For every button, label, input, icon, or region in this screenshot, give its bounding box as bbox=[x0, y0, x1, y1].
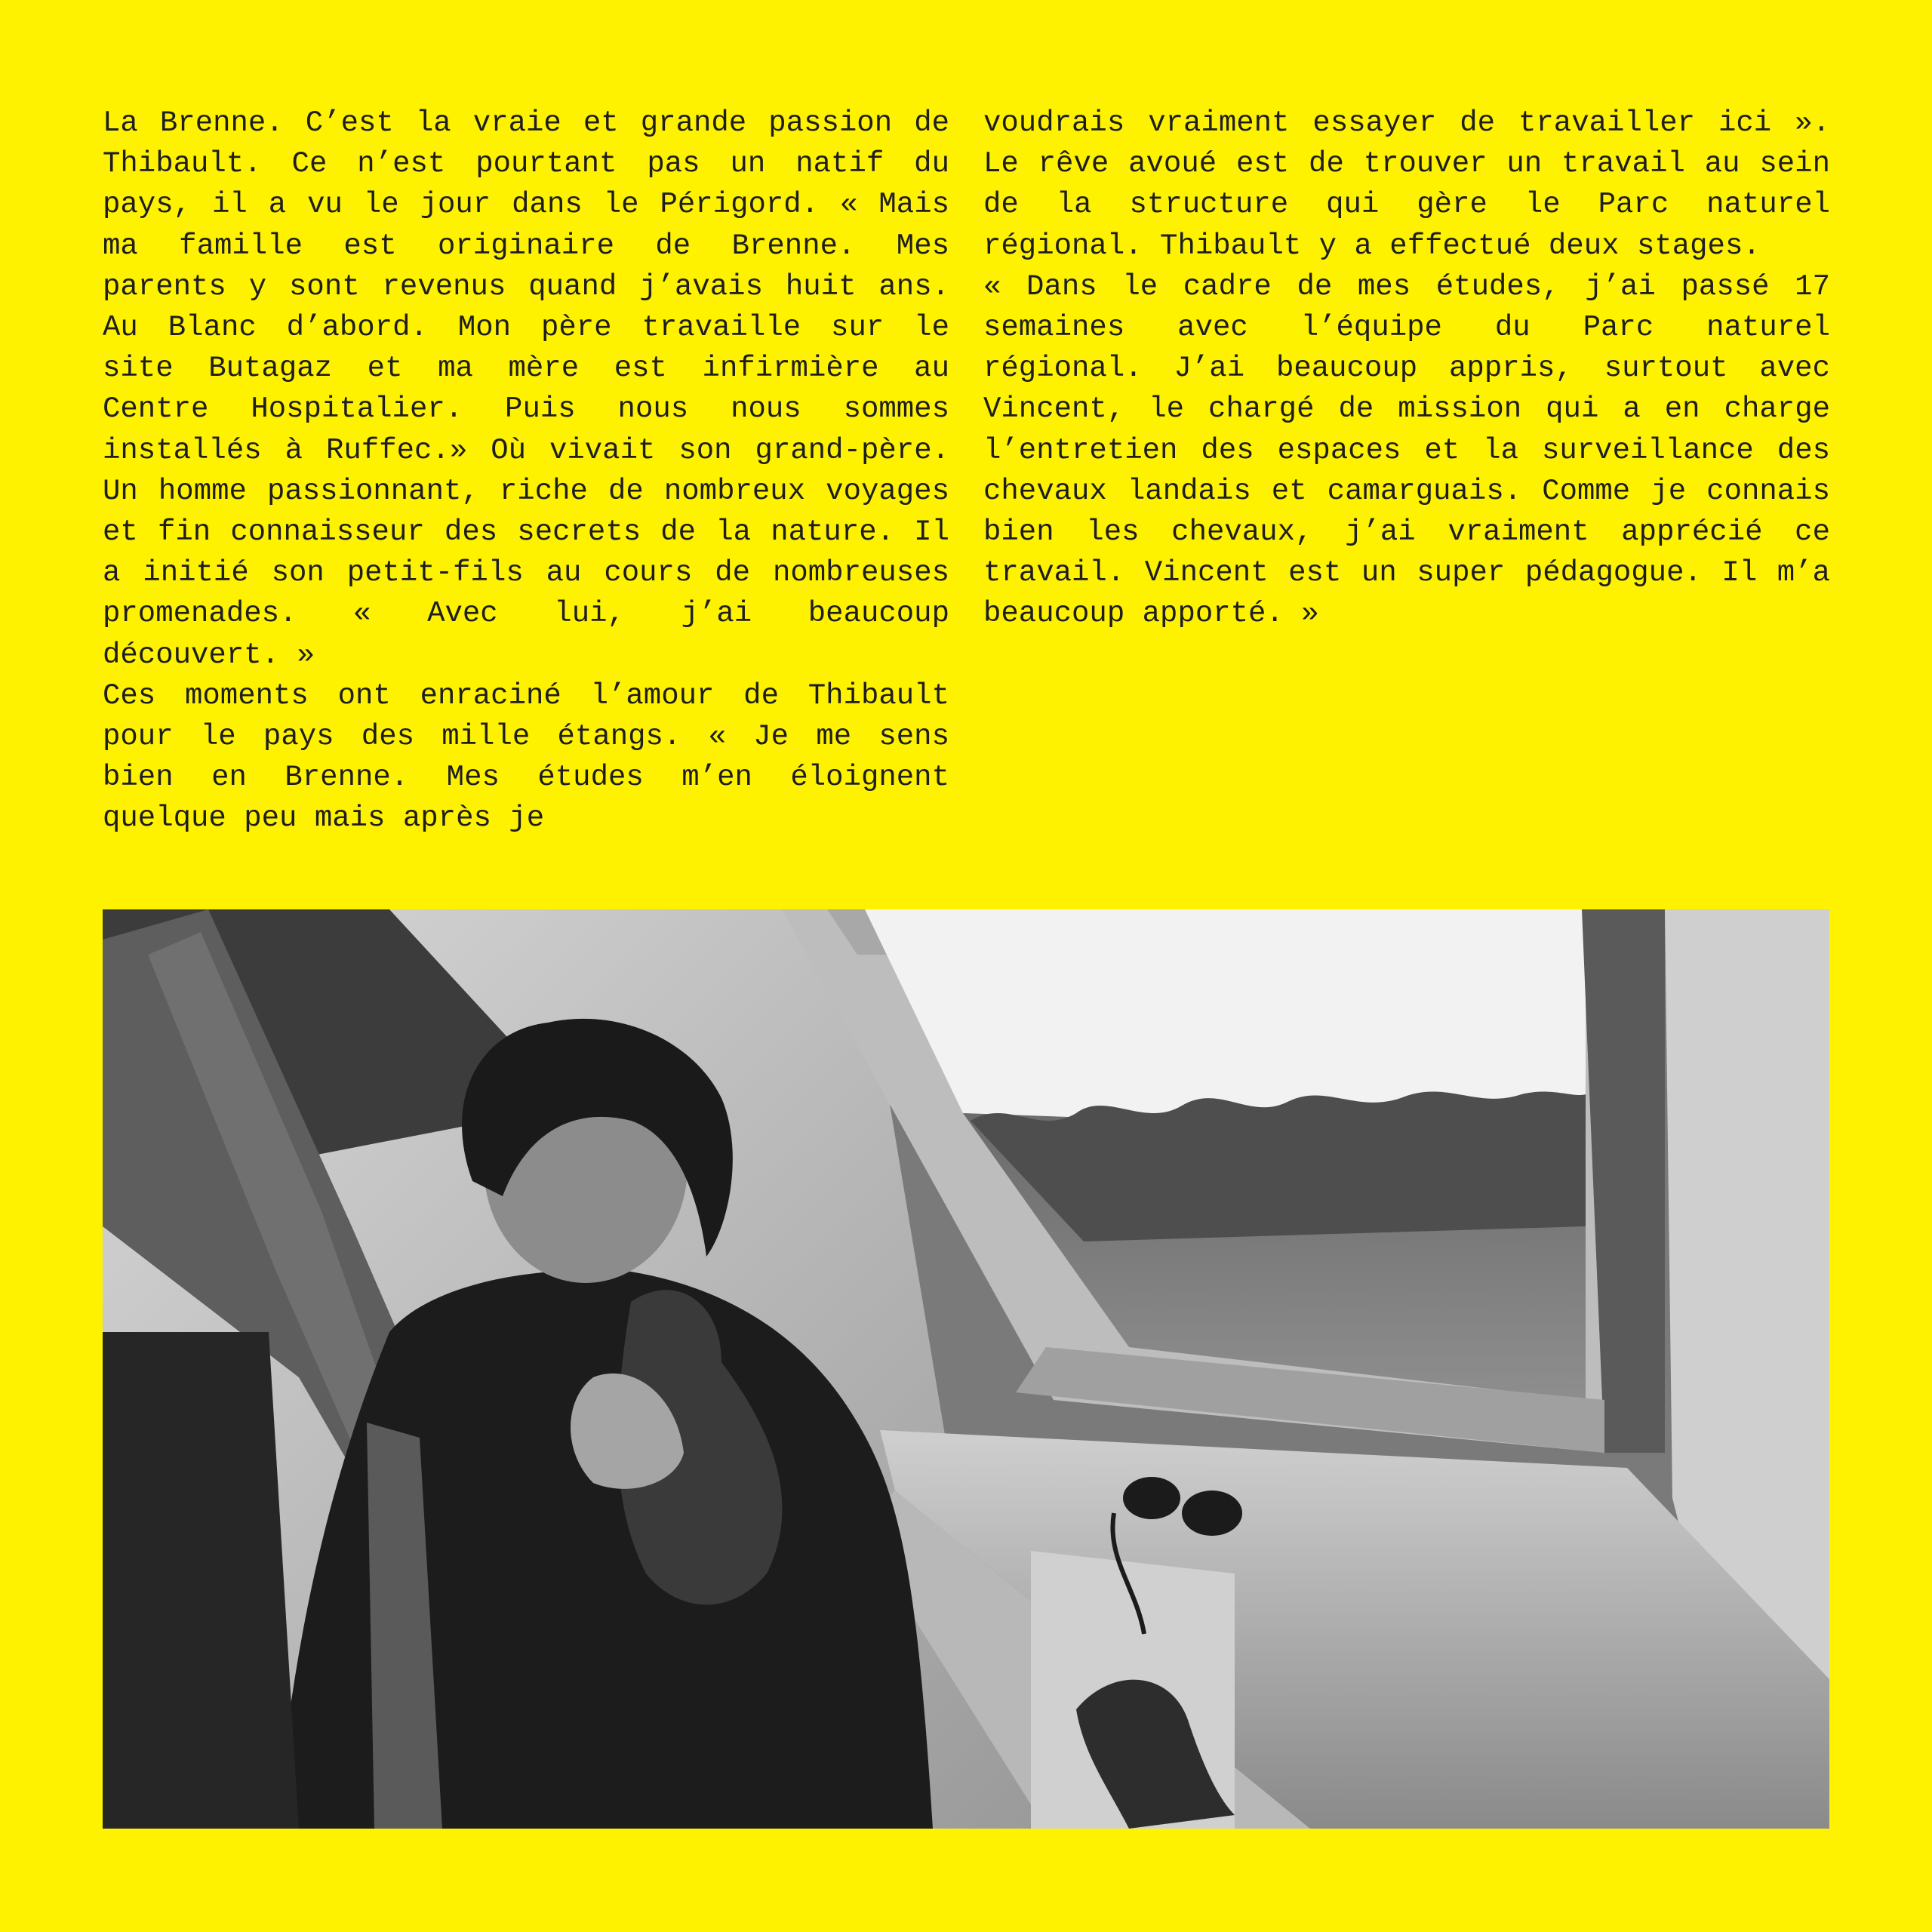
article-photo bbox=[103, 909, 1829, 1829]
article-paragraph: voudrais vraiment essayer de travailler ici ». Le rêve avoué est de trouver un travail au sein de la structure qui gère le Parc naturel régional. Thibault y a effectué deux stages. bbox=[983, 106, 1830, 263]
article-paragraph: « Dans le cadre de mes études, j’ai passé 17 semaines avec l’équipe du Parc naturel régional. J’ai beaucoup appris, surtout avec Vincent, le chargé de mission qui a en charge l’entretien des espaces et la surveillance des chevaux landais et camarguais. Comme je connais bien les chevaux, j’ai vraiment apprécié ce travail. Vincent est un super pédagogue. Il m’a beaucoup apporté. » bbox=[983, 269, 1830, 631]
article-column-right bbox=[983, 103, 1830, 635]
article-paragraph: Ces moments ont enraciné l’amour de Thibault pour le pays des mille étangs. « Je me sens bien en Brenne. Mes études m’en éloignent quelque peu mais après je bbox=[103, 678, 949, 835]
photo-illustration bbox=[103, 909, 1829, 1829]
article-paragraph: La Brenne. C’est la vraie et grande passion de Thibault. Ce n’est pourtant pas un natif du pays, il a vu le jour dans le Périgord. « Mais ma famille est originaire de Brenne. Mes parents y sont revenus quand j’avais huit ans. Au Blanc d’abord. Mon père travaille sur le site Butagaz et ma mère est infirmière au Centre Hospitalier. Puis nous nous sommes installés à Ruffec.» Où vivait son grand-père. Un homme passionnant, riche de nombreux voyages et fin connaisseur des secrets de la nature. Il a initié son petit-fils au cours de nombreuses promenades. « Avec lui, j’ai beaucoup découvert. » bbox=[103, 106, 949, 672]
article-column-left bbox=[103, 103, 949, 839]
